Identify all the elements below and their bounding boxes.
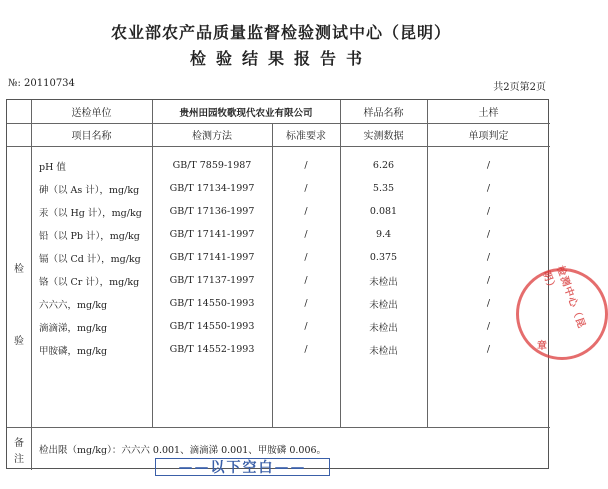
cell-method: GB/T 7859-1987 [172, 160, 252, 171]
cell-item: 镉（以 Cd 计），mg/kg [39, 253, 141, 265]
cell-item: 六六六，mg/kg [39, 299, 108, 311]
cell-req: / [304, 229, 308, 240]
table-row [7, 246, 550, 269]
cell-item: 汞（以 Hg 计），mg/kg [39, 207, 142, 219]
cell-req: / [304, 206, 308, 217]
cell-req: / [304, 183, 308, 194]
cell-value: 未检出 [369, 322, 398, 334]
col-method: 检测方法 [192, 131, 232, 142]
side-label-top: 检 [14, 264, 24, 275]
cell-item: 砷（以 As 计），mg/kg [39, 184, 140, 196]
report-number: №: 20110734 [8, 78, 75, 89]
cell-value: 5.35 [372, 183, 395, 194]
cell-item: pH 值 [39, 161, 66, 173]
table-row [7, 315, 550, 338]
cell-item: 铅（以 Pb 计），mg/kg [39, 230, 140, 242]
table-row [7, 200, 550, 223]
remark-label-top: 备 [14, 438, 24, 449]
cell-item: 铬（以 Cr 计），mg/kg [39, 276, 140, 288]
cell-value: 未检出 [369, 345, 398, 357]
official-seal [516, 264, 608, 360]
side-label-bottom: 验 [14, 336, 24, 347]
cell-item: 滴滴涕，mg/kg [39, 322, 108, 334]
cell-judge: / [486, 160, 491, 171]
seal-char: 章 [537, 341, 547, 352]
cell-value: 0.375 [369, 252, 398, 263]
report-subtitle: 检验结果报告书 [189, 49, 372, 68]
sample-value: 土样 [478, 108, 499, 119]
cell-method: GB/T 17137-1997 [169, 275, 255, 286]
remark-label-bottom: 注 [14, 454, 24, 465]
table-row [7, 177, 550, 200]
cell-item: 甲胺磷，mg/kg [39, 345, 108, 357]
table-row [7, 223, 550, 246]
cell-judge: / [486, 183, 491, 194]
table-row [7, 292, 550, 315]
page-indicator: 共2页第2页 [493, 82, 546, 93]
cell-value: 6.26 [372, 160, 395, 171]
cell-value: 未检出 [369, 276, 398, 288]
cell-req: / [304, 275, 308, 286]
col-judgement: 单项判定 [468, 131, 509, 142]
cell-judge: / [486, 298, 491, 309]
cell-judge: / [486, 321, 491, 332]
sample-label: 样品名称 [363, 108, 404, 119]
cell-judge: / [486, 344, 491, 355]
sender-label: 送检单位 [71, 108, 112, 119]
cell-req: / [304, 160, 308, 171]
cell-req: / [304, 344, 308, 355]
cell-judge: / [486, 275, 491, 286]
cell-method: GB/T 14552-1993 [169, 344, 255, 355]
report-title: 农业部农产品质量监督检验测试中心（昆明） [110, 23, 451, 42]
cell-req: / [304, 252, 308, 263]
col-requirement: 标准要求 [286, 131, 326, 142]
cell-req: / [304, 321, 308, 332]
col-value: 实测数据 [363, 131, 404, 142]
cell-method: GB/T 14550-1993 [169, 321, 255, 332]
cell-req: / [304, 298, 308, 309]
cell-value: 9.4 [375, 229, 392, 240]
col-item: 项目名称 [71, 131, 112, 142]
remark-text: 检出限（mg/kg）：六六六 0.001、滴滴涕 0.001、甲胺磷 0.006。 [39, 444, 327, 456]
table-row [7, 154, 550, 177]
result-table [6, 99, 549, 476]
cell-judge: / [486, 229, 491, 240]
cell-method: GB/T 17134-1997 [169, 183, 255, 194]
table-row [7, 338, 550, 361]
cell-value: 未检出 [369, 299, 398, 311]
cell-method: GB/T 17141-1997 [169, 229, 255, 240]
sender-value: 贵州田园牧歌现代农业有限公司 [179, 107, 313, 119]
cell-value: 0.081 [369, 206, 398, 217]
cell-judge: / [486, 252, 491, 263]
cell-judge: / [486, 206, 491, 217]
cell-method: GB/T 17141-1997 [169, 252, 255, 263]
table-row [7, 269, 550, 292]
cell-method: GB/T 14550-1993 [169, 298, 255, 309]
seal-text: 检测中心（昆明） [539, 264, 587, 331]
cell-method: GB/T 17136-1997 [169, 206, 255, 217]
blank-stamp: ——以下空白—— [155, 458, 330, 476]
